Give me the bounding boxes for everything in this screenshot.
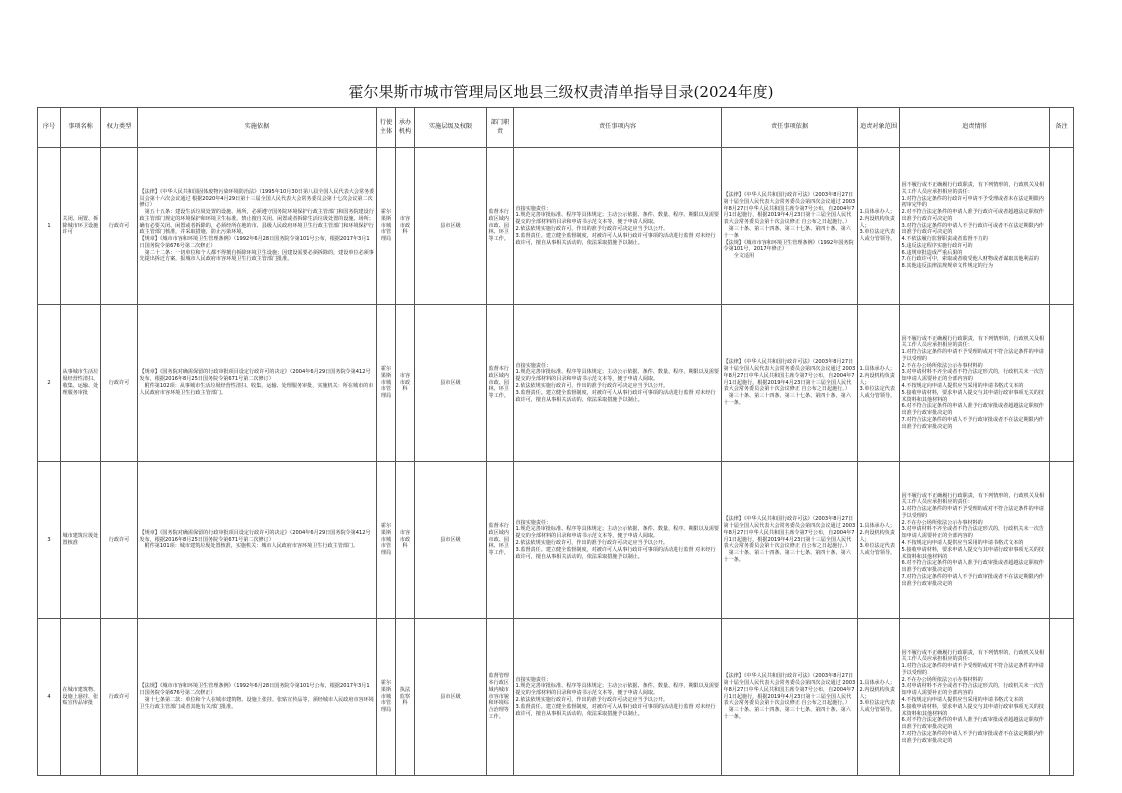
header-org: 承办机构 bbox=[396, 108, 415, 148]
responsibility-table bbox=[37, 107, 1074, 776]
header-type: 权力类型 bbox=[101, 108, 138, 148]
header-content: 责任事项内容 bbox=[514, 108, 722, 148]
header-basis: 实施依据 bbox=[138, 108, 377, 148]
cell-duty: 监督本行政区域内市政、园林、环卫等工作。 bbox=[487, 148, 514, 305]
header-level: 实施层级及权限 bbox=[415, 108, 487, 148]
cell-name: 从事城市生活垃圾经营性清扫、收集、运输、处理服务审批 bbox=[61, 305, 101, 462]
cell-basis: 【法律】《中华人民共和国固体废物污染环境防治法》（1995年10月30日第八届全国人民代表大会常务委员会第十六次会议通过 根据2020年4月29日第十三届全国人民代表大会常务委员会第十七次会议第二次修订） 第五十五条：建设生活垃圾处置的设施、场所，必须遵守国务院环境保护行政主管部门和国务院建设行政主管部门规定的环境保护和环境卫生标准。禁止擅自关闭、闲置或者拆除生活垃圾处置的设施、场所；确有必要关闭、闲置或者拆除的，必须经所在地的市、县级人民政府环境卫生行政主管部门和环境保护行政主管部门核准，并采取措施，防止污染环境。 【规章】《城市市容和环境卫生管理条例》（1992年6月28日国务院令第101号公布，根据2017年3月1日国务院令第676号第二次修正） 第二十二条：一切单位和个人都不得擅自拆除环境卫生设施；因建设需要必须拆除的，建设单位必须事先提出拆迁方案，报城市人民政府市容环境卫生行政主管部门批准。 bbox=[138, 148, 377, 305]
cell-content: 直接实施责任： 1.规范完善审批标准、程序等具体规定；主动公示依据、条件、数量、程序、期限以及需要提交的全部材料的目录和申请书示范文本等，便于申请人阅取。 2.依法依规实施行政许可，作出的准予行政许可决定应当予以公开。 3.监督责任。建立健全监督制度，对被许可人从事行政许可事项的活动进行监督 对未经行政许可，擅自从事相关活动的，依法采取措施予以制止。 bbox=[514, 148, 722, 305]
cell-basis: 【规章】《国务院对确需保留的行政审批项目设定行政许可的决定》（2004年6月29日国务院令第412号发布，根据2016年8月25日国务院令第671号第二次修订） 附件第102项：从事城市生活垃圾经营性清扫、收集、运输、处理服务审批，实施机关：所在城市的市人民政府市容环境卫生行政主管部门。 bbox=[138, 305, 377, 462]
cell-type: 行政许可 bbox=[101, 148, 138, 305]
cell-liab-basis: 【法律】《中华人民共和国行政许可法》（2003年8月27日第十届全国人民代表大会常务委员会第四次会议通过 2003年8月27日中华人民共和国主席令第7号公布，自2004年7月1日起施行，根据2019年4月23日第十三届全国人民代表大会常务委员会第十次会议修正 自公布之日起施行。） 第三十条、第三十四条、第三十七条、第四十条、第六十一条。 bbox=[722, 619, 858, 776]
cell-org: 市容市政科 bbox=[396, 148, 415, 305]
cell-note bbox=[1050, 148, 1074, 305]
header-name: 事项名称 bbox=[61, 108, 101, 148]
document-title: 霍尔果斯市城市管理局区地县三级权责清单指导目录(2024年度) bbox=[348, 83, 774, 101]
cell-type: 行政许可 bbox=[101, 619, 138, 776]
cell-target: 1.具体承办人； 2.内设机构负责人； 3.单位法定代表人或分管领导。 bbox=[858, 619, 900, 776]
cell-type: 行政许可 bbox=[101, 462, 138, 619]
header-no: 序号 bbox=[38, 108, 61, 148]
cell-name: 关闭、闲置、拆除城市环卫设施许可 bbox=[61, 148, 101, 305]
cell-duty: 监督管理本行政区域内城市市容市貌和环境综合治理等工作。 bbox=[487, 619, 514, 776]
cell-no: 1 bbox=[38, 148, 61, 305]
cell-no: 2 bbox=[38, 305, 61, 462]
cell-content: 直接实施责任： 1.规范完善审批标准、程序等具体规定；主动公示依据、条件、数量、程序、期限以及需要提交的全部材料的目录和申请书示范文本等，便于申请人阅取。 2.依法依规实施行政许可，作出的准予行政许可决定应当予以公开。 3.监督责任。建立健全监督制度，对被许可人从事行政许可事项的活动进行监督 对未经行政许可，擅自从事相关活动的，依法采取措施予以制止。 bbox=[514, 619, 722, 776]
cell-target: 1.具体承办人； 2.内设机构负责人； 3.单位法定代表人或分管领导。 bbox=[858, 462, 900, 619]
table-row bbox=[38, 148, 1074, 305]
cell-note bbox=[1050, 305, 1074, 462]
cell-liab-basis: 【法律】《中华人民共和国行政许可法》（2003年8月27日第十届全国人民代表大会常务委员会第四次会议通过 2003年8月27日中华人民共和国主席令第7号公布，自2004年7月1日起施行，根据2019年4月23日第十三届全国人民代表大会常务委员会第十次会议修正 自公布之日起施行。） 第三十条、第三十四条、第三十七条、第四十条、第六十一条。 bbox=[722, 462, 858, 619]
cell-level: 县市区级 bbox=[415, 148, 487, 305]
cell-note bbox=[1050, 619, 1074, 776]
cell-content: 直接实施责任： 1.规范完善审批标准、程序等具体规定；主动公示依据、条件、数量、程序、期限以及需要提交的全部材料的目录和申请书示范文本等，便于申请人阅取。 2.依法依规实施行政许可，作出的准予行政许可决定应当予以公开。 3.监督责任。建立健全监督制度，对被许可人从事行政许可事项的活动进行监督 对未经行政许可，擅自从事相关活动的，依法采取措施予以制止。 bbox=[514, 462, 722, 619]
header-cases: 追责情形 bbox=[900, 108, 1050, 148]
cell-org: 执法监察科 bbox=[396, 619, 415, 776]
table-row bbox=[38, 462, 1074, 619]
cell-subject: 霍尔果斯市城市管理局 bbox=[377, 305, 396, 462]
cell-no: 3 bbox=[38, 462, 61, 619]
cell-cases: 因不履行或不正确履行行政职责，有下列情形的，行政机关及相关工作人员应承担相应的责任： 1.对符合法定条件的申请不予受理的或对不符合法定条件的申请予以受理的 2.不在办公场所依法公示办事材料的 3.对申请材料不齐全或者不符合法定形式的，行政机关未一次告知申请人需要补正的全部内容的 4.不按规定向申请人提供应当采用的申请书格式文本的 5.接收申请材料，要求申请人提交与其申请行政审事项无关的技术资料和其他材料的 6.对不符合法定条件的申请人准予行政审批或者超越法定职权作出准予行政审批决定的 7.对符合法定条件的申请人不予行政审批或者不在法定期限内作出准予行政审批决定的 bbox=[900, 619, 1050, 776]
cell-cases: 因不履行或不正确履行行政职责，有下列情形的，行政机关及相关工作人员应承担相应的责任： 1.对符合法定条件的行政许可申请不予受理或者未在法定期限内初审完毕的 2.对不符合法定条件的申请人准予行政许可或者超越法定职权作出准予行政许可决定的 3.对符合法定条件的申请人不予行政许可或者不在法定期限内作出准予行政许可决定的 4.不依法履行监督职责或者监督不力的 5.违反法定程序实施行政许可的 6.违规审批造成严重后果的 7.在行政许可中，索取或者收受他人财物或者谋取其他利益的 8.其他违反法律法规规章文件规定的行为 bbox=[900, 148, 1050, 305]
cell-level: 县市区级 bbox=[415, 305, 487, 462]
cell-duty: 监督本行政区域内市政、园林、环卫等工作。 bbox=[487, 462, 514, 619]
cell-org: 市容市政科 bbox=[396, 305, 415, 462]
cell-duty: 监督本行政区域内市政、园林、环卫等工作。 bbox=[487, 305, 514, 462]
cell-no: 4 bbox=[38, 619, 61, 776]
table-row bbox=[38, 305, 1074, 462]
cell-cases: 因不履行或不正确履行行政职责，有下列情形的，行政机关及相关工作人员应承担相应的责任： 1.对符合法定条件的申请不予受理的或对不符合法定条件的申请予以受理的 2.不在办公场所依法公示办事材料的 3.对申请材料不齐全或者不符合法定形式的，行政机关未一次告知申请人需要补正的全部内容的 4.不按规定向申请人提供应当采用的申请书格式文本的 5.接收申请材料，要求申请人提交与其申请行政审事项无关的技术资料和其他材料的 6.对不符合法定条件的申请人准予行政审批或者超越法定职权作出准予行政审批决定的 7.对符合法定条件的申请人不予行政审批或者不在法定期限内作出准予行政审批决定的 bbox=[900, 462, 1050, 619]
cell-subject: 霍尔果斯市城市管理局 bbox=[377, 148, 396, 305]
header-subject: 行使主体 bbox=[377, 108, 396, 148]
header-note: 备注 bbox=[1050, 108, 1074, 148]
table-row bbox=[38, 619, 1074, 776]
cell-liab-basis: 【法律】《中华人民共和国行政许可法》（2003年8月27日第十届全国人民代表大会常务委员会第四次会议通过 2003年8月27日中华人民共和国主席令第7号公布，自2004年7月1日起施行，根据2019年4月23日第十三届全国人民代表大会常务委员会第十次会议修正 自公布之日起施行。） 第三十条、第三十四条、第三十七条、第四十条、第六十一条。 bbox=[722, 305, 858, 462]
cell-type: 行政许可 bbox=[101, 305, 138, 462]
cell-level: 县市区级 bbox=[415, 462, 487, 619]
cell-note bbox=[1050, 462, 1074, 619]
cell-target: 1.具体承办人； 2.内设机构负责人； 3.单位法定代表人或分管领导。 bbox=[858, 148, 900, 305]
cell-basis: 【规章】《国务院对确需保留的行政审批项目设定行政许可的决定》（2004年6月29日国务院令第412号发布，根据2016年8月25日国务院令第671号第二次修订） 附件第101项：城市建筑垃圾处置核准，实施机关：城市人民政府市容环境卫生行政主管部门。 bbox=[138, 462, 377, 619]
cell-org: 市容市政科 bbox=[396, 462, 415, 619]
cell-level: 县市区级 bbox=[415, 619, 487, 776]
header-liab-basis: 责任事项依据 bbox=[722, 108, 858, 148]
header-row bbox=[38, 108, 1074, 148]
cell-name: 城市建筑垃圾处置核准 bbox=[61, 462, 101, 619]
cell-name: 在城市建筑物、设施上悬挂、张贴宣传品审批 bbox=[61, 619, 101, 776]
header-target: 追责对象范围 bbox=[858, 108, 900, 148]
cell-subject: 霍尔果斯市城市管理局 bbox=[377, 619, 396, 776]
header-duty: 部门职责 bbox=[487, 108, 514, 148]
cell-subject: 霍尔果斯市城市管理局 bbox=[377, 462, 396, 619]
cell-target: 1.具体承办人； 2.内设机构负责人； 3.单位法定代表人或分管领导。 bbox=[858, 305, 900, 462]
cell-basis: 【法规】《城市市容和环境卫生管理条例》（1992年6月28日国务院令第101号公布，根据2017年3月1日国务院令第676号第二次修正） 第十七条第二款：单位和个人在城市建筑物、设施上张挂、张贴宣传品等，须经城市人民政府市容环境卫生行政主管部门或者其他有关部门批准。 bbox=[138, 619, 377, 776]
cell-content: 直接实施责任： 1.规范完善审批标准、程序等具体规定；主动公示依据、条件、数量、程序、期限以及需要提交的全部材料的目录和申请书示范文本等，便于申请人阅取。 2.依法依规实施行政许可，作出的准予行政许可决定应当予以公开。 3.监督责任。建立健全监督制度，对被许可人从事行政许可事项的活动进行监督 对未经行政许可，擅自从事相关活动的，依法采取措施予以制止。 bbox=[514, 305, 722, 462]
cell-liab-basis: 【法律】《中华人民共和国行政许可法》（2003年8月27日第十届全国人民代表大会常务委员会第四次会议通过 2003年8月27日中华人民共和国主席令第7号公布，自2004年7月1日起施行，根据2019年4月23日第十三届全国人民代表大会常务委员会第十次会议修正 自公布之日起施行。） 第三十条、第三十四条、第三十七条、第四十条、第六十一条 【法规】《城市市容和环境卫生管理条例》（1992年国务院令第101号，2017年修正） 全文适用 bbox=[722, 148, 858, 305]
cell-cases: 因不履行或不正确履行行政职责，有下列情形的，行政机关及相关工作人员应承担相应的责任： 1.对符合法定条件的申请不予受理的或对不符合法定条件的申请予以受理的 2.不在办公场所依法公示办事材料的 3.对申请材料不齐全或者不符合法定形式的，行政机关未一次告知申请人需要补正的全部内容的 4.不按规定向申请人提供应当采用的申请书格式文本的 5.接收申请材料，要求申请人提交与其申请行政审事项无关的技术资料和其他材料的 6.对不符合法定条件的申请人准予行政审批或者超越法定职权作出准予行政审批决定的 7.对符合法定条件的申请人不予行政审批或者不在法定期限内作出准予行政审批决定的 bbox=[900, 305, 1050, 462]
